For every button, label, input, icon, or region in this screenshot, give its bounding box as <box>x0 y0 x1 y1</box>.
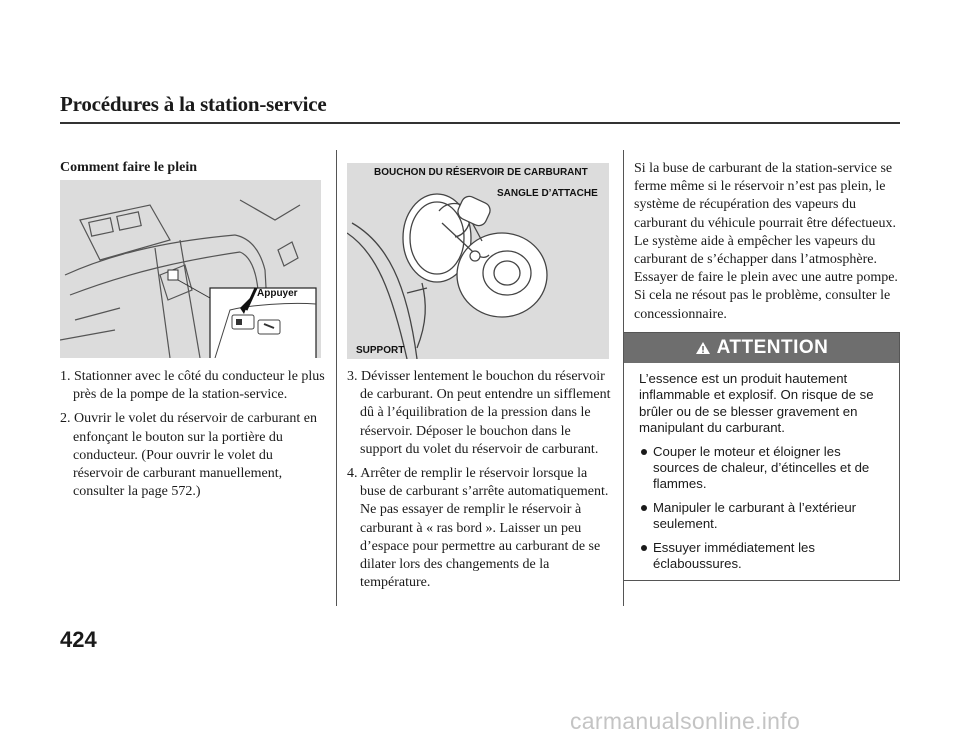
label-holder: SUPPORT <box>356 345 405 356</box>
attention-intro: L’essence est un produit hautement inflammable et explosif. On risque de se brûler ou de se blesser gravement en manipulant du carburant. <box>639 371 874 436</box>
attention-header <box>624 333 899 363</box>
attention-box <box>623 332 900 581</box>
bullet-dot-icon <box>641 545 647 551</box>
attention-bullet: Couper le moteur et éloigner les sources de chaleur, d’étincelles et de flammes. <box>639 444 887 493</box>
bullet-dot-icon <box>641 505 647 511</box>
subheading-refueling: Comment faire le plein <box>60 160 197 175</box>
warning-triangle-icon <box>695 341 711 355</box>
attention-heading: ATTENTION <box>716 337 829 358</box>
watermark: carmanualsonline.info <box>570 708 801 734</box>
attention-bullet: Manipuler le carburant à l’extérieur seulement. <box>639 500 887 533</box>
figure-door-switch <box>60 180 321 358</box>
header-rule <box>60 122 900 124</box>
attention-body <box>624 363 899 572</box>
steps-list-1 <box>60 368 325 507</box>
step-2: 2. Ouvrir le volet du réservoir de carburant en enfonçant le bouton sur la portière du conducteur. (Pour ouvrir le volet du réservoir de carburant manuellement, consulter la page 572.) <box>60 411 317 500</box>
step-1: 1. Stationner avec le côté du conducteur le plus près de la pompe de la station-service. <box>60 369 325 403</box>
column-divider-left <box>336 150 337 606</box>
label-fuel-cap: BOUCHON DU RÉSERVOIR DE CARBURANT <box>374 167 588 178</box>
attention-bullet: Essuyer immédiatement les éclaboussures. <box>639 540 887 573</box>
label-tether-strap: SANGLE D’ATTACHE <box>497 188 598 199</box>
door-panel-illustration <box>60 180 321 358</box>
step-3: 3. Dévisser lentement le bouchon du réservoir de carburant. On peut entendre un sifflement dû à l’équilibration de la pression dans le réservoir. Déposer le bouchon dans le support du volet du réservoir de carburant. <box>347 369 611 457</box>
attention-bullets <box>639 444 887 573</box>
fuel-door-button <box>236 319 242 325</box>
steps-list-2 <box>347 368 612 598</box>
bullet-dot-icon <box>641 449 647 455</box>
fuel-door-button-small <box>168 270 178 280</box>
section-title: Procédures à la station-service <box>60 92 327 116</box>
page-number: 424 <box>60 627 97 652</box>
step-4: 4. Arrêter de remplir le réservoir lorsque la buse de carburant s’arrête automatiquement. Ne pas essayer de remplir le réservoir à carburant à « ras bord ». Laisser un peu d’espace pour permettre au carburant de se dilater lors des changements de la température. <box>347 466 609 591</box>
vapor-recovery-paragraph: Si la buse de carburant de la station-service se ferme même si le réservoir n’est pas plein, le système de récupération des vapeurs du carburant du véhicule pourrait être défectueux. Le système aide à empêcher les vapeurs du carburant de s’échapper dans l’atmosphère. Essayer de faire le plein avec une autre pompe. Si cela ne résout pas le problème, consulter le concessionnaire. <box>634 161 898 322</box>
label-press: Appuyer <box>257 288 298 299</box>
